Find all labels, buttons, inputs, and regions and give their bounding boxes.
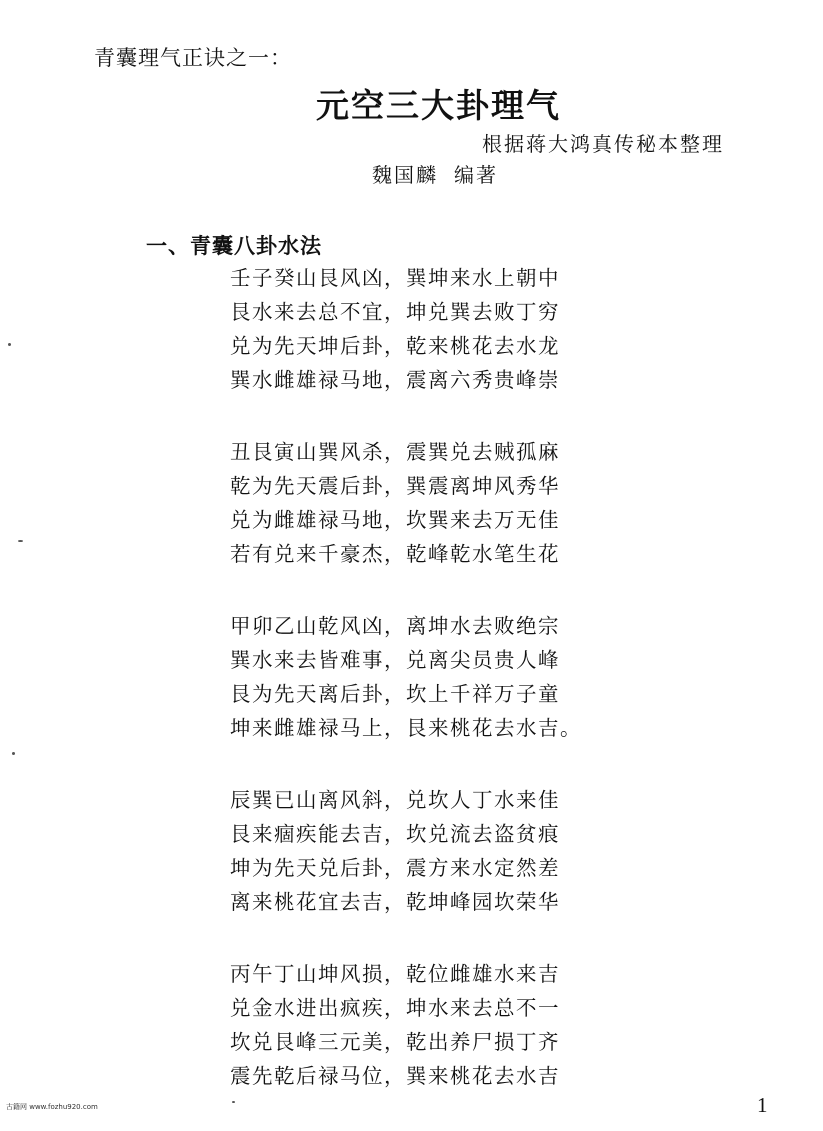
author-line bbox=[372, 159, 498, 188]
verse-line: 艮水来去总不宜，坤兑巽去败丁穷 bbox=[230, 300, 560, 324]
verse-line: 巽水雌雄禄马地，震离六秀贵峰崇 bbox=[230, 368, 560, 392]
stanza-1 bbox=[230, 261, 610, 397]
verse-line: 辰巽已山离风斜，兑坎人丁水来佳 bbox=[230, 788, 560, 812]
verse-line: 乾为先天震后卦，巽震离坤风秀华 bbox=[230, 474, 560, 498]
verse-line: 坤来雌雄禄马上，艮来桃花去水吉。 bbox=[230, 716, 582, 740]
verse-body bbox=[230, 261, 610, 1131]
source-line: 根据蒋大鸿真传秘本整理 bbox=[482, 132, 724, 156]
verse-line: 壬子癸山艮风凶，巽坤来水上朝中 bbox=[230, 266, 560, 290]
scan-speck bbox=[8, 343, 11, 346]
stanza-5 bbox=[230, 957, 610, 1093]
footer-site: 古籍网 www.fozhu920.com bbox=[6, 1103, 98, 1111]
verse-line: 兑为先天坤后卦，乾来桃花去水龙 bbox=[230, 334, 560, 358]
verse-line: 若有兑来千豪杰，乾峰乾水笔生花 bbox=[230, 542, 560, 566]
main-title: 元空三大卦理气 bbox=[316, 86, 561, 125]
stanza-2 bbox=[230, 435, 610, 571]
page-number: 1 bbox=[757, 1093, 768, 1117]
verse-line: 丑艮寅山巽风杀，震巽兑去贼孤麻 bbox=[230, 440, 560, 464]
section-heading: 一、青囊八卦水法 bbox=[146, 234, 322, 258]
verse-line: 丙午丁山坤风损，乾位雌雄水来吉 bbox=[230, 962, 560, 986]
verse-line: 震先乾后禄马位，巽来桃花去水吉 bbox=[230, 1064, 560, 1088]
verse-line: 坎兑艮峰三元美，乾出养尸损丁齐 bbox=[230, 1030, 560, 1054]
verse-line: 甲卯乙山乾风凶，离坤水去败绝宗 bbox=[230, 614, 560, 638]
verse-line: 艮来痼疾能去吉，坎兑流去盗贫痕 bbox=[230, 822, 560, 846]
author-name: 魏国麟 bbox=[372, 163, 438, 187]
scan-speck bbox=[12, 752, 15, 755]
verse-line: 巽水来去皆难事，兑离尖员贵人峰 bbox=[230, 648, 560, 672]
stanza-4 bbox=[230, 783, 610, 919]
verse-line: 兑金水进出疯疾，坤水来去总不一 bbox=[230, 996, 560, 1020]
verse-line: 离来桃花宜去吉，乾坤峰园坎荣华 bbox=[230, 890, 560, 914]
verse-line: 坤为先天兑后卦，震方来水定然差 bbox=[230, 856, 560, 880]
scan-speck bbox=[232, 1101, 235, 1103]
author-role: 编著 bbox=[454, 163, 498, 187]
stanza-3 bbox=[230, 609, 610, 745]
scan-speck bbox=[18, 540, 23, 542]
series-title: 青囊理气正诀之一： bbox=[94, 46, 292, 70]
verse-line: 兑为雌雄禄马地，坎巽来去万无佳 bbox=[230, 508, 560, 532]
verse-line: 艮为先天离后卦，坎上千祥万子童 bbox=[230, 682, 560, 706]
